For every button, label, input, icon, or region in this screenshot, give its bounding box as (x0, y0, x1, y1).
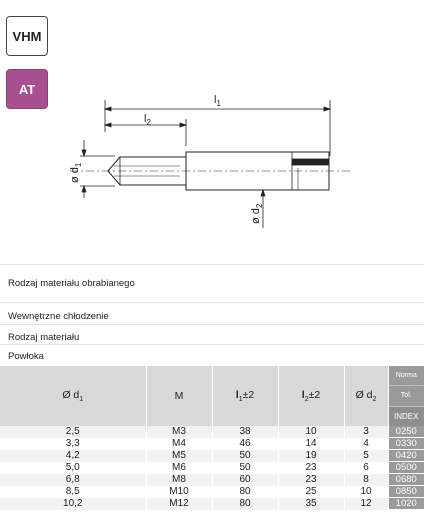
attr-material-type: Rodzaj materiału (0, 324, 424, 344)
cell-d2: 10 (344, 486, 388, 498)
cell-l1: 50 (212, 450, 278, 462)
cell-m: M6 (146, 462, 212, 474)
table-row[interactable] (0, 486, 424, 498)
attr-coating: Powłoka (0, 344, 424, 366)
cell-d2: 5 (344, 450, 388, 462)
header-index: INDEX (389, 406, 424, 426)
header-norma: Norma (395, 372, 417, 380)
cell-l1: 80 (212, 486, 278, 498)
cell-m: M3 (146, 426, 212, 438)
cell-index[interactable]: 0330 (388, 438, 424, 450)
attr-internal-cooling: Wewnętrzne chłodzenie (0, 302, 424, 324)
product-table (0, 366, 424, 510)
cell-d1: 8,5 (0, 486, 146, 498)
cell-index[interactable]: 0420 (388, 450, 424, 462)
cell-l2: 14 (278, 438, 344, 450)
cell-l2: 10 (278, 426, 344, 438)
cell-d2: 12 (344, 498, 388, 510)
cell-d2: 8 (344, 474, 388, 486)
cell-l2: 23 (278, 462, 344, 474)
cell-l2: 19 (278, 450, 344, 462)
cell-l1: 50 (212, 462, 278, 474)
attr-workpiece-material: Rodzaj materiału obrabianego (0, 264, 424, 302)
table-row[interactable] (0, 498, 424, 510)
cell-index[interactable]: 1020 (388, 498, 424, 510)
dimension-d2-label: ø $d_2$ (250, 203, 264, 224)
coating-badge-at: AT (6, 69, 48, 109)
cell-d1: 6,8 (0, 474, 146, 486)
header-code (388, 366, 424, 426)
cell-d2: 6 (344, 462, 388, 474)
cell-index[interactable]: 0850 (388, 486, 424, 498)
cell-index[interactable]: 0500 (388, 462, 424, 474)
cell-d2: 4 (344, 438, 388, 450)
cell-d1: 10,2 (0, 498, 146, 510)
cell-m: M4 (146, 438, 212, 450)
cell-index[interactable]: 0250 (388, 426, 424, 438)
cell-d1: 3,3 (0, 438, 146, 450)
cell-l1: 60 (212, 474, 278, 486)
cell-l2: 35 (278, 498, 344, 510)
dimension-d1-label: ø $d_1$ (69, 162, 83, 183)
header-l2: $l_2\pm 2$ (278, 366, 344, 426)
cell-index[interactable]: 0680 (388, 474, 424, 486)
cell-m: M12 (146, 498, 212, 510)
header-tol: Tol. (389, 385, 424, 405)
table-row[interactable] (0, 462, 424, 474)
cell-m: M5 (146, 450, 212, 462)
material-badge-vhm: VHM (6, 16, 48, 56)
cell-m: M8 (146, 474, 212, 486)
table-row[interactable] (0, 438, 424, 450)
dimension-l1-label: $l_1$ (214, 94, 221, 108)
header-l1: $l_1\pm 2$ (212, 366, 278, 426)
cell-l2: 23 (278, 474, 344, 486)
tool-drawing (60, 86, 360, 246)
header-m: M (146, 366, 212, 426)
cell-d1: 2,5 (0, 426, 146, 438)
cell-m: M10 (146, 486, 212, 498)
cell-l1: 46 (212, 438, 278, 450)
table-row[interactable] (0, 450, 424, 462)
cell-d1: 4,2 (0, 450, 146, 462)
header-d1: Ø $d_1$ (0, 366, 146, 426)
table-row[interactable] (0, 474, 424, 486)
cell-d2: 3 (344, 426, 388, 438)
cell-l1: 38 (212, 426, 278, 438)
cell-l2: 25 (278, 486, 344, 498)
cell-l1: 80 (212, 498, 278, 510)
cell-d1: 5,0 (0, 462, 146, 474)
header-d2: Ø $d_2$ (344, 366, 388, 426)
dimension-l2-label: $l_2$ (144, 113, 151, 127)
table-row[interactable] (0, 426, 424, 438)
